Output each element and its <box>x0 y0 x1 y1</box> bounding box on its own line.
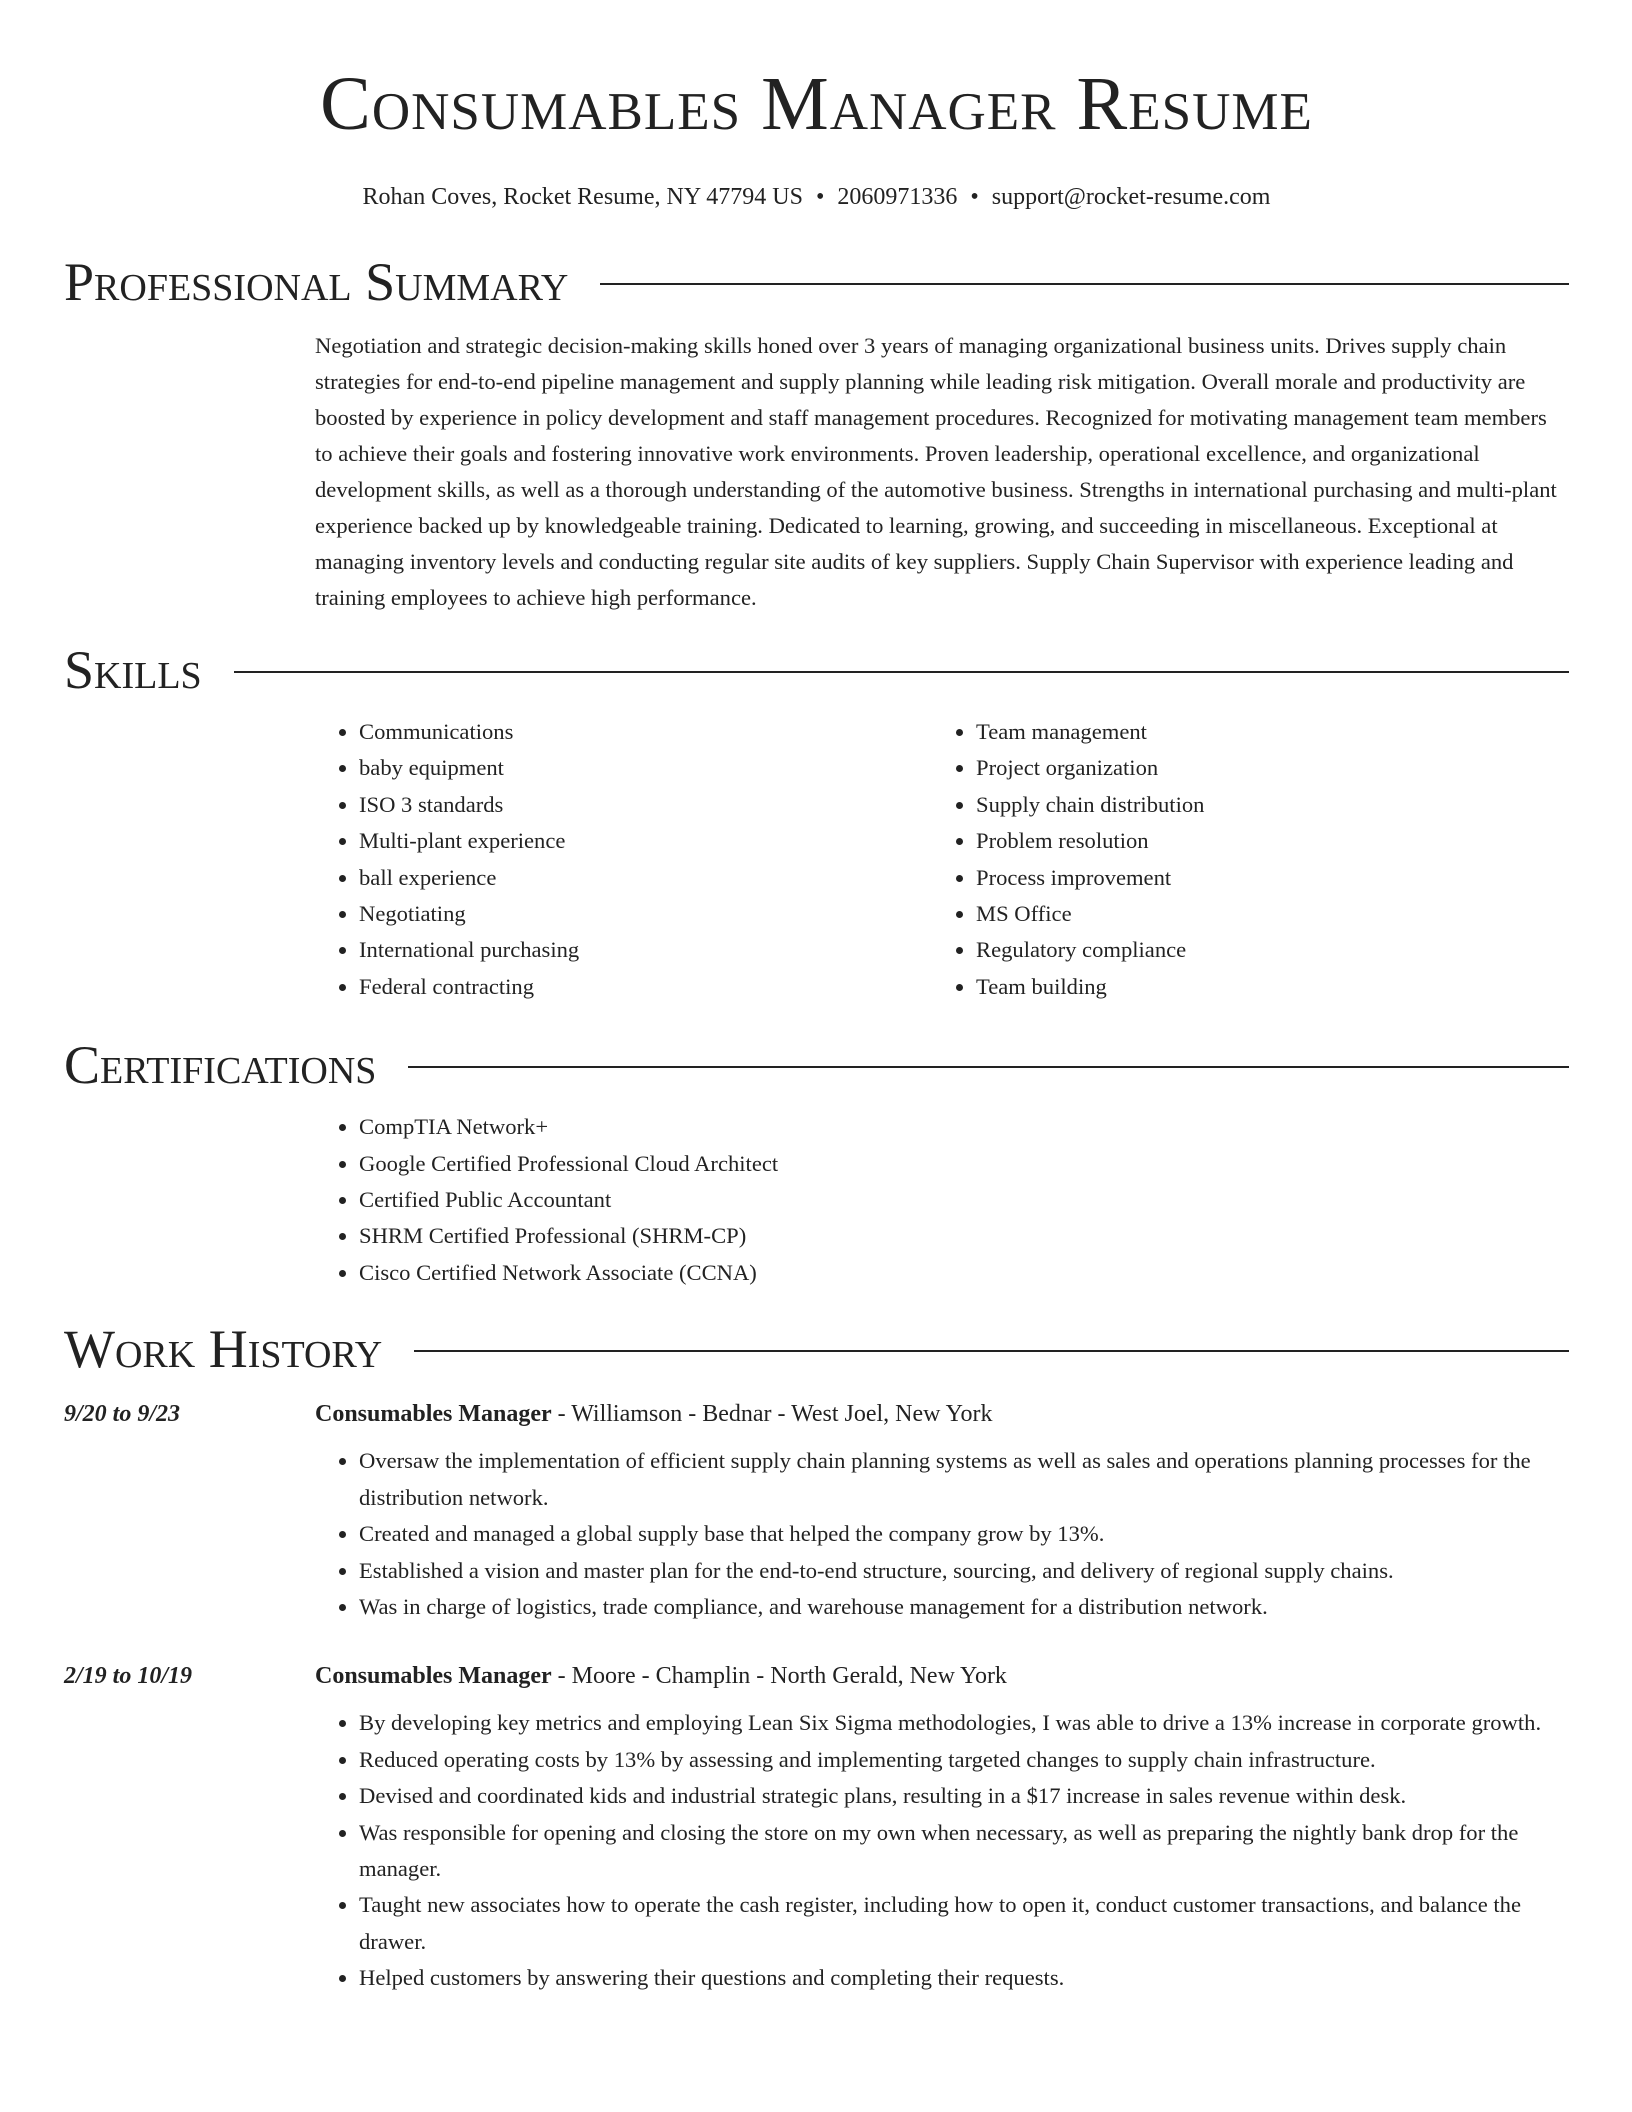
skill-item: • Communications <box>359 714 932 750</box>
work-history-section-header <box>64 1319 1569 1379</box>
certifications-list <box>315 1109 1569 1291</box>
skills-section-header <box>64 640 1569 700</box>
contact-email: support@rocket-resume.com <box>991 184 1271 210</box>
skill-item: • Negotiating <box>359 896 932 932</box>
contact-separator: • <box>970 184 979 210</box>
summary-text: Negotiation and strategic decision-making skills honed over 3 years of managing organizational business units. Drives supply chain strategies for end-to-end pipeline management and supply planning while leading risk mitigation. Overall morale and productivity are boosted by experience in policy development and staff management procedures. Recognized for motivating management team members to achieve their goals and fostering innovative work environments. Proven leadership, operational excellence, and organizational development skills, as well as a thorough understanding of the automotive business. Strengths in international purchasing and multi-plant experience backed up by knowledgeable training. Dedicated to learning, growing, and succeeding in miscellaneous. Exceptional at managing inventory levels and conducting regular site audits of key suppliers. Supply Chain Supervisor with experience leading and training employees to achieve high performance. <box>315 333 1557 610</box>
job-entry <box>64 1399 1569 1625</box>
resume-title: Consumables Manager Resume <box>320 62 1313 146</box>
certifications-heading: Certifications <box>64 1035 377 1096</box>
section-divider <box>600 283 1569 285</box>
skill-item: • Multi-plant experience <box>359 823 932 859</box>
skill-item: • ball experience <box>359 860 932 896</box>
job-dates: 9/20 to 9/23 <box>64 1401 181 1428</box>
skill-item: • Supply chain distribution <box>976 787 1549 823</box>
job-entry <box>64 1661 1569 1996</box>
certification-item: • SHRM Certified Professional (SHRM-CP) <box>359 1218 1569 1254</box>
skills-column-left <box>315 714 932 1005</box>
contact-line <box>64 182 1569 212</box>
skill-item: • Federal contracting <box>359 969 932 1005</box>
skills-heading: Skills <box>64 640 202 700</box>
certification-item: • Certified Public Accountant <box>359 1182 1569 1218</box>
skills-list <box>315 714 1569 1005</box>
job-bullets <box>315 1443 1569 1625</box>
skill-item: • Team management <box>976 714 1549 750</box>
job-bullets <box>315 1705 1569 1996</box>
certification-item: • Google Certified Professional Cloud Architect <box>359 1146 1569 1182</box>
certification-item: • Cisco Certified Network Associate (CCNA) <box>359 1255 1569 1291</box>
job-bullet: • Was responsible for opening and closing the store on my own when necessary, as well as preparing the nightly bank drop for the manager. <box>359 1815 1569 1888</box>
certifications-section-header <box>64 1035 1569 1095</box>
certification-item: • CompTIA Network+ <box>359 1109 1569 1145</box>
job-dates: 2/19 to 10/19 <box>64 1663 193 1690</box>
job-bullet: • Established a vision and master plan for the end-to-end structure, sourcing, and delivery of regional supply chains. <box>359 1553 1569 1589</box>
skill-item: • MS Office <box>976 896 1549 932</box>
job-bullet: • Created and managed a global supply base that helped the company grow by 13%. <box>359 1516 1569 1552</box>
job-bullet: • Reduced operating costs by 13% by assessing and implementing targeted changes to supply chain infrastructure. <box>359 1742 1569 1778</box>
summary-section <box>315 328 1569 616</box>
section-divider <box>408 1066 1569 1068</box>
summary-heading: Professional Summary <box>64 252 569 312</box>
skill-item: • International purchasing <box>359 932 932 968</box>
job-bullet: • By developing key metrics and employing Lean Six Sigma methodologies, I was able to drive a 13% increase in corporate growth. <box>359 1705 1569 1741</box>
skill-item: • Project organization <box>976 750 1549 786</box>
job-employer: - Moore - Champlin - North Gerald, New York <box>551 1663 1007 1690</box>
skill-item: • Problem resolution <box>976 823 1549 859</box>
job-bullet: • Devised and coordinated kids and industrial strategic plans, resulting in a $17 increase in sales revenue within desk. <box>359 1778 1569 1814</box>
section-divider <box>414 1350 1569 1352</box>
skill-item: • ISO 3 standards <box>359 787 932 823</box>
job-bullet: • Taught new associates how to operate the cash register, including how to open it, conduct customer transactions, and balance the drawer. <box>359 1887 1569 1960</box>
job-employer: - Williamson - Bednar - West Joel, New York <box>551 1401 993 1428</box>
job-details <box>315 1399 1569 1625</box>
section-divider <box>234 671 1569 673</box>
job-header <box>315 1661 1569 1691</box>
job-bullet: • Oversaw the implementation of efficient supply chain planning systems as well as sales and operations planning processes for the distribution network. <box>359 1443 1569 1516</box>
contact-phone: 2060971336 <box>837 184 958 210</box>
job-role: Consumables Manager <box>315 1663 552 1690</box>
work-history-heading: Work History <box>64 1319 383 1380</box>
skill-item: • Regulatory compliance <box>976 932 1549 968</box>
skill-item: • baby equipment <box>359 750 932 786</box>
job-bullet: • Was in charge of logistics, trade compliance, and warehouse management for a distribution network. <box>359 1589 1569 1625</box>
job-bullet: • Helped customers by answering their questions and completing their requests. <box>359 1960 1569 1996</box>
contact-location: Rohan Coves, Rocket Resume, NY 47794 US <box>362 184 803 210</box>
skill-item: • Process improvement <box>976 860 1549 896</box>
job-details <box>315 1661 1569 1996</box>
contact-separator: • <box>815 184 825 210</box>
skill-item: • Team building <box>976 969 1549 1005</box>
summary-section-header <box>64 252 1569 312</box>
job-header <box>315 1399 1569 1429</box>
job-role: Consumables Manager <box>315 1401 552 1428</box>
skills-column-right <box>932 714 1549 1005</box>
